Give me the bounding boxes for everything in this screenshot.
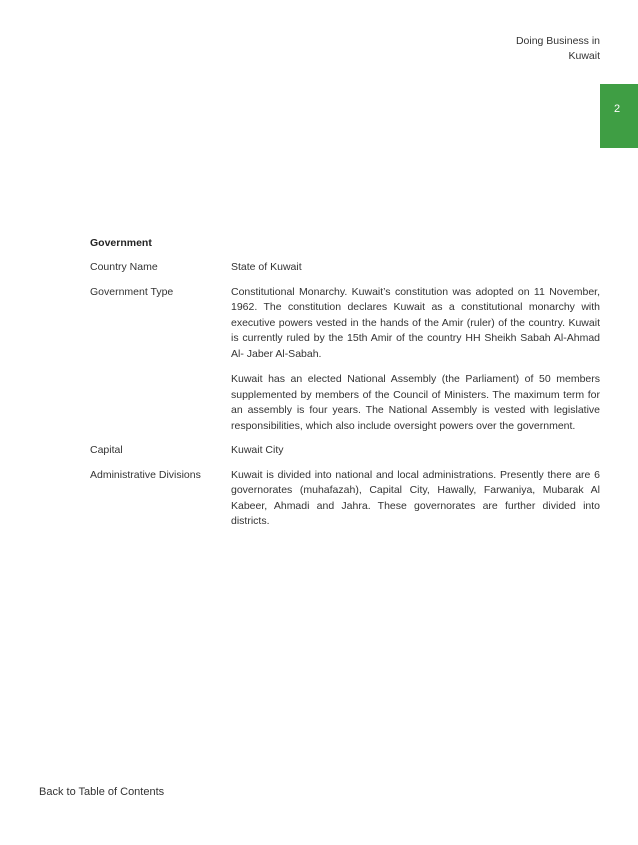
table-row-capital	[90, 443, 600, 459]
row-value	[231, 468, 600, 530]
row-label: Government Type	[90, 285, 174, 298]
row-label: Capital	[90, 444, 123, 456]
table-row-administrative-divisions	[90, 468, 600, 530]
document-title	[440, 34, 600, 64]
row-value	[231, 260, 600, 276]
document-title-line-1: Doing Business in	[515, 35, 600, 47]
row-value-paragraph: Kuwait City	[231, 444, 284, 456]
row-value-paragraph: Kuwait is divided into national and local administrations. Presently there are 6 governorates (muhafazah), Capital City, Hawally, Farwaniya, Mubarak Al Kabeer, Ahmadi and Jahra. These governorates are further divided into districts.	[231, 468, 600, 527]
page-number: 2	[614, 103, 621, 115]
section-heading: Government	[90, 237, 152, 249]
row-value-paragraph: Constitutional Monarchy. Kuwait’s constitution was adopted on 11 November, 1962. The constitution declares Kuwait as a constitutional monarchy with executive powers vested in the hands of the Amir (ruler) of the country. Kuwait is currently ruled by the 15th Amir of the country HH Sheikh Sabah Al-Ahmad Al- Jaber Al-Sabah.	[231, 285, 600, 360]
back-to-table-of-contents-link[interactable]: Back to Table of Contents	[39, 786, 165, 798]
government-info-table	[90, 260, 600, 539]
row-value-paragraph: Kuwait has an elected National Assembly (the Parliament) of 50 members supplemented by members of the Council of Ministers. The maximum term for an assembly is four years. The National Assembly is vested with legislative responsibilities, which also include oversight powers over the government.	[231, 373, 600, 432]
row-value	[231, 285, 600, 435]
row-value-paragraph: State of Kuwait	[231, 261, 302, 273]
table-row-country-name	[90, 260, 600, 276]
table-row-government-type	[90, 285, 600, 435]
row-label: Country Name	[90, 261, 158, 273]
row-label: Administrative Divisions	[90, 468, 201, 481]
row-value	[231, 443, 600, 459]
page-number-tab	[600, 84, 638, 148]
document-title-line-2: Kuwait	[568, 50, 600, 62]
